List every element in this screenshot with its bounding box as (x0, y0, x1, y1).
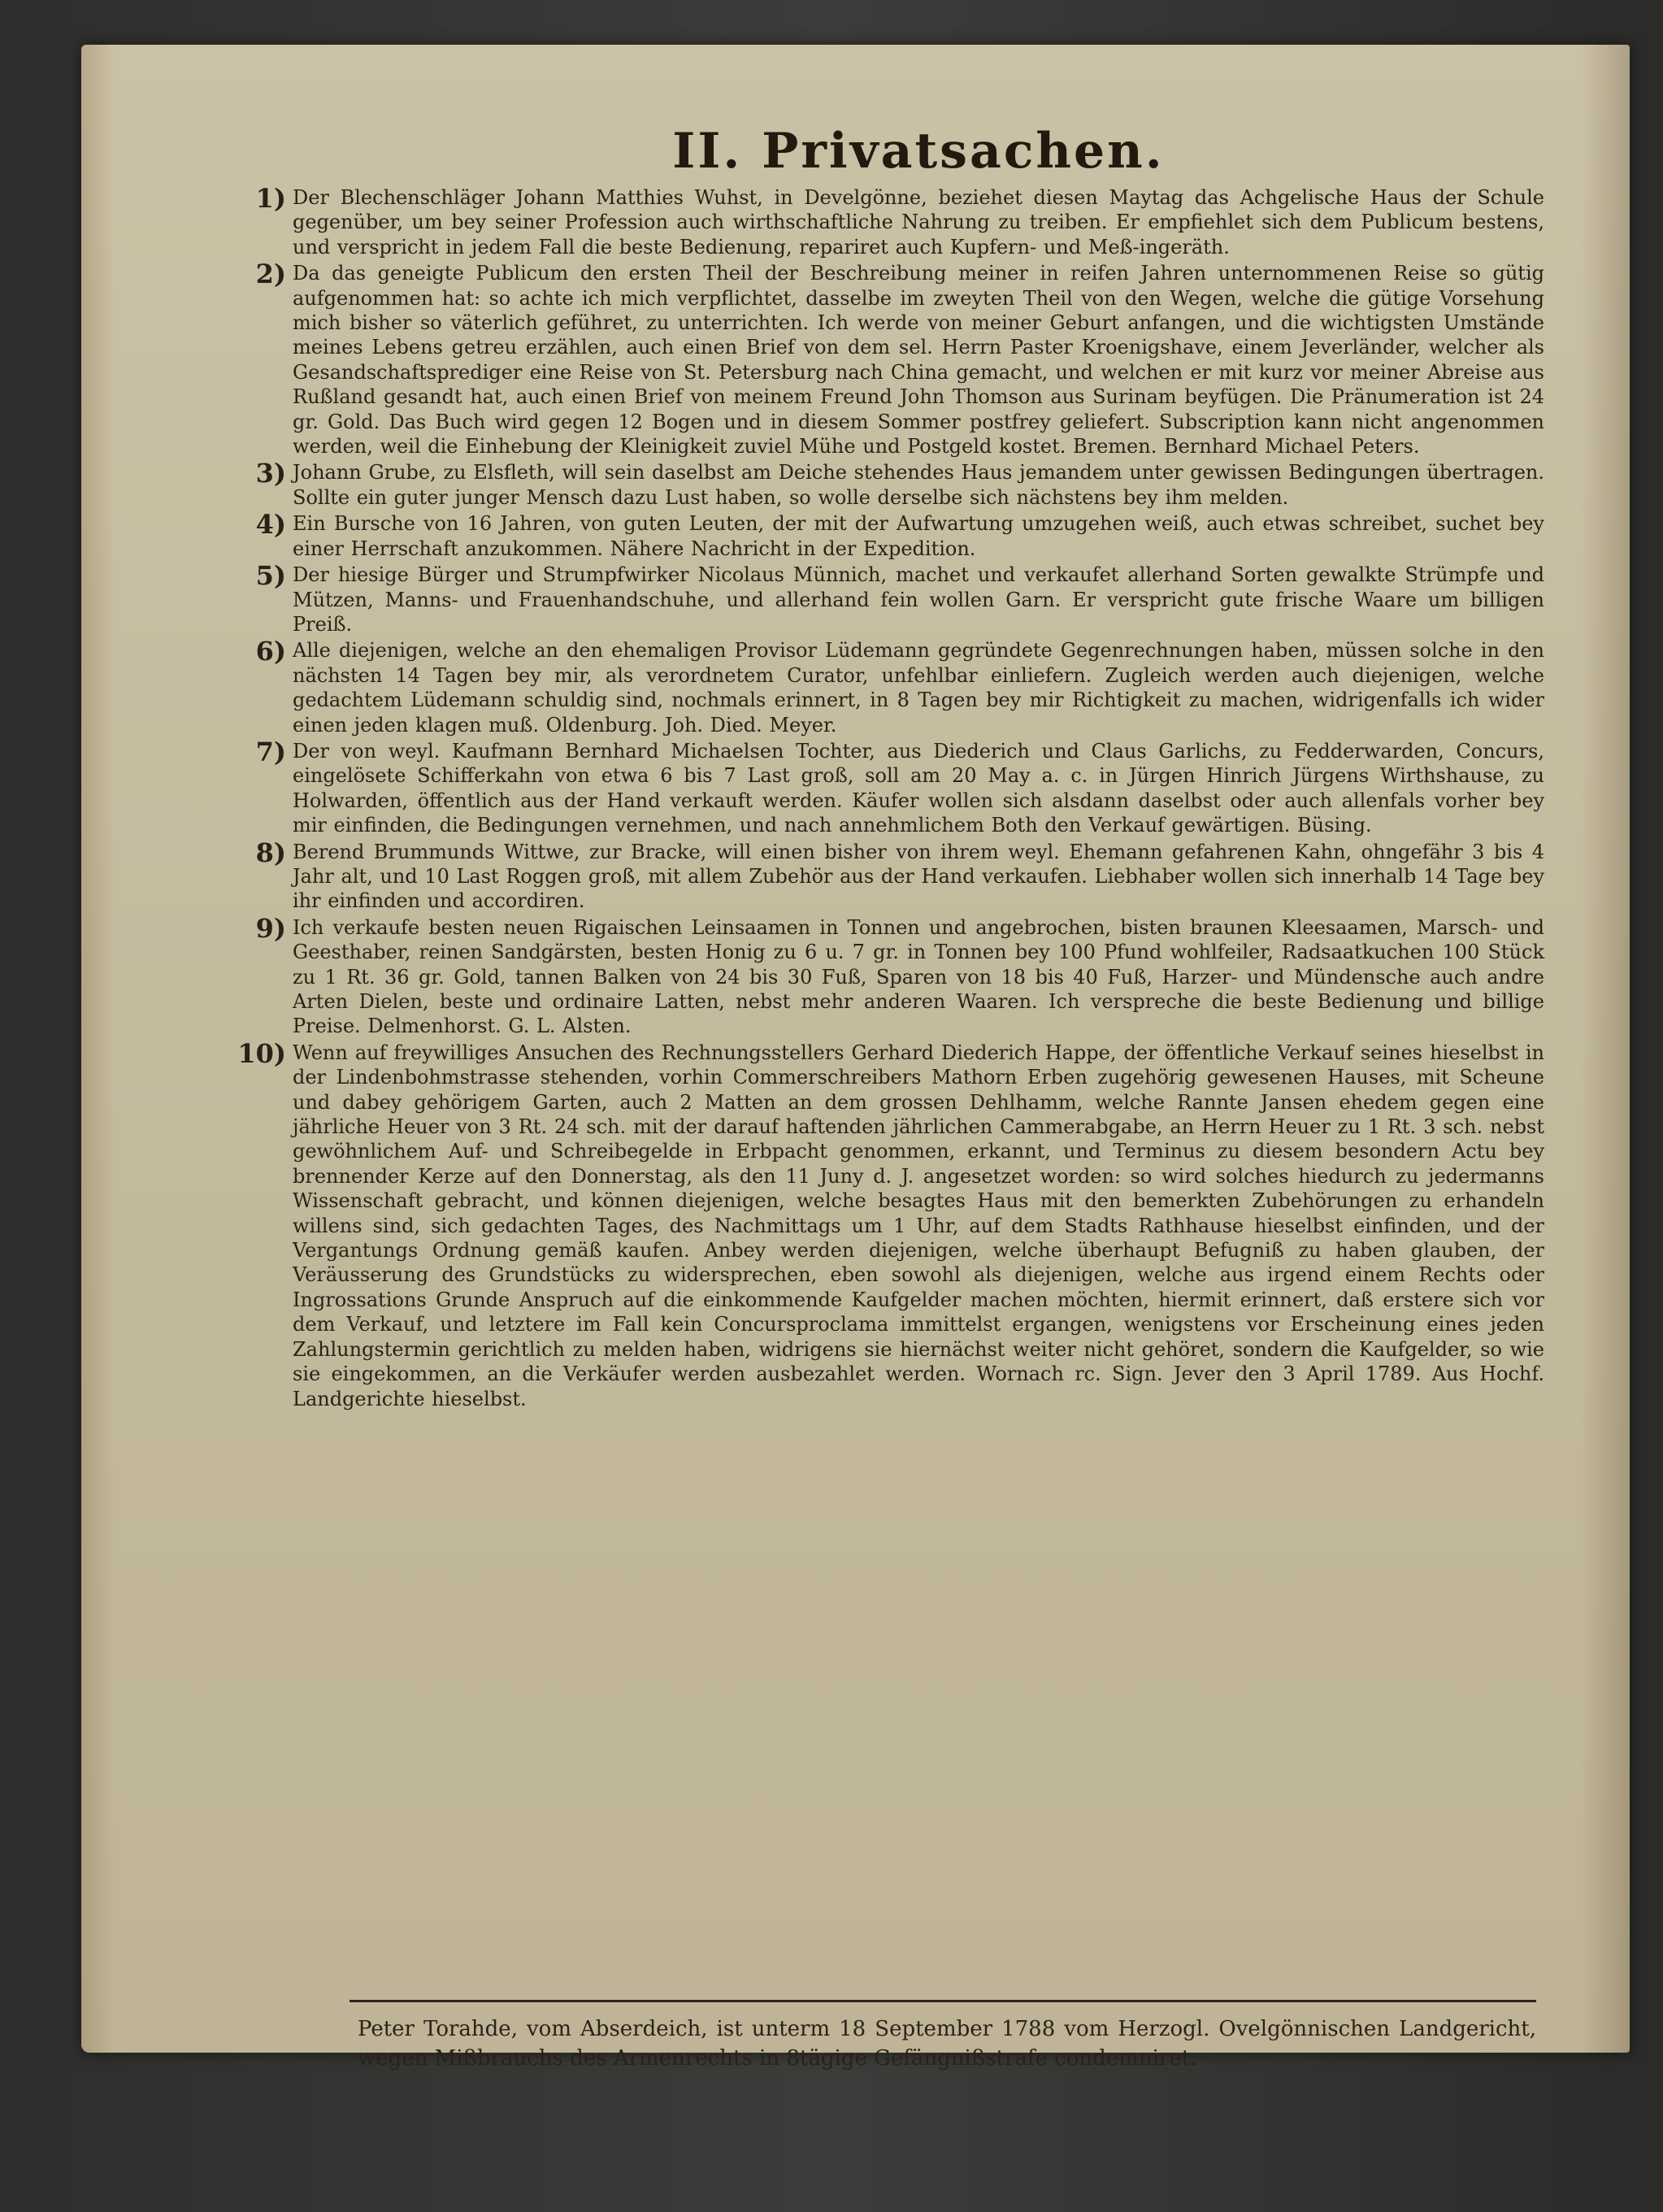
entry-number: 7) (255, 736, 286, 767)
notice-entry-8 (255, 837, 1544, 914)
section-divider-rule (350, 2000, 1536, 2002)
notice-entry-1 (255, 183, 1544, 259)
notice-entry-10 (237, 1037, 1544, 1411)
main-text-column (237, 122, 1544, 1413)
notice-entry-4 (255, 509, 1544, 561)
entry-text: Ich verkaufe besten neuen Rigaischen Leinsaamen in Tonnen und angebrochen, bisten braunen Kleesaamen, Marsch- und Geesthaber, reinen Sandgärsten, besten Honig zu 6 u. 7 gr. in Tonnen bey 100 Pfund wohlfeiler, Radsaatkuchen 100 Stück zu 1 Rt. 36 gr. Gold, tannen Balken von 24 bis 30 Fuß, Sparen von 18 bis 40 Fuß, Harzer- und Mündensche auch andre Arten Dielen, beste und ordinaire Latten, nebst mehr anderen Waaren. Ich verspreche die beste Bedienung und billige Preise. Delmenhorst. G. L. Alsten. (293, 915, 1544, 1038)
section-heading: II. Privatsachen. (672, 123, 1165, 180)
notice-entry-7 (255, 736, 1544, 838)
entry-text: Ein Bursche von 16 Jahren, von guten Leuten, der mit der Aufwartung umzugehen weiß, auch etwas schreibet, suchet bey einer Herrschaft anzukommen. Nähere Nachricht in der Expedition. (293, 512, 1544, 560)
entry-number: 5) (255, 560, 286, 592)
entry-text: Berend Brummunds Wittwe, zur Bracke, will einen bisher von ihrem weyl. Ehemann gefahrenen Kahn, ohngefähr 3 bis 4 Jahr alt, und 10 Last Roggen groß, mit allem Zubehör aus der Hand verkaufen. Liebhaber wollen sich innerhalb 14 Tage bey ihr einfinden und accordiren. (293, 840, 1544, 913)
notice-entry-9 (255, 912, 1544, 1039)
notice-entry-3 (255, 458, 1544, 510)
entry-number: 2) (255, 259, 286, 290)
entry-text: Der Blechenschläger Johann Matthies Wuhst, in Develgönne, beziehet diesen Maytag das Achgelische Haus der Schule gegenüber, um bey seiner Profession auch wirthschaftliche Nahrung zu treiben. Er empfiehlet sich dem Publicum bestens, und verspricht in jedem Fall die beste Bedienung, repariret auch Kupfern- und Meß-ingeräth. (293, 186, 1544, 259)
page-edge-shadow (1581, 45, 1630, 2053)
page-binding-shadow (81, 45, 114, 2053)
entry-text: Der hiesige Bürger und Strumpfwirker Nicolaus Münnich, machet und verkaufet allerhand Sorten gewalkte Strümpfe und Mützen, Manns- und Frauenhandschuhe, und allerhand fein wollen Garn. Er verspricht gute frische Waare um billigen Preiß. (293, 563, 1544, 636)
notice-entry-2 (255, 259, 1544, 458)
notice-entry-5 (255, 560, 1544, 637)
entry-number: 4) (255, 509, 286, 541)
entry-number: 1) (255, 183, 286, 214)
entry-number: 6) (255, 636, 286, 667)
entry-text: Da das geneigte Publicum den ersten Theil der Beschreibung meiner in reifen Jahren unternommenen Reise so gütig aufgenommen hat: so achte ich mich verpflichtet, dasselbe im zweyten Theil von den Wegen, welche die gütige Vorsehung mich bisher so väterlich geführet, zu unterrichten. Ich werde von meiner Geburt anfangen, und die wichtigsten Umstände meines Lebens getreu erzählen, auch einen Brief von dem sel. Herrn Paster Kroenigshave, einem Jeverländer, welcher als Gesandschaftsprediger eine Reise von St. Petersburg nach China gemacht, und welchen er mit kurz vor meiner Abreise aus Rußland gesandt hat, auch einen Brief von meinem Freund John Thomson aus Surinam beyfügen. Die Pränumeration ist 24 gr. Gold. Das Buch wird gegen 12 Bogen und in diesem Sommer postfrey geliefert. Subscription kann nicht angenommen werden, weil die Einhebung der Kleinigkeit zuviel Mühe und Postgeld kostet. Bremen. Bernhard Michael Peters. (293, 262, 1544, 458)
entry-text: Johann Grube, zu Elsfleth, will sein daselbst am Deiche stehendes Haus jemandem unter gewissen Bedingungen übertragen. Sollte ein guter junger Mensch dazu Lust haben, so wolle derselbe sich nächstens bey ihm melden. (293, 461, 1544, 509)
entry-text: Wenn auf freywilliges Ansuchen des Rechnungsstellers Gerhard Diederich Happe, der öffentliche Verkauf seines hieselbst in der Lindenbohmstrasse stehenden, vorhin Commerschreibers Mathorn Erben zugehörig gewesenen Hauses, mit Scheune und dabey gehörigem Garten, auch 2 Matten an dem grossen Dehlhamm, welche Rannte Jansen ehedem gegen eine jährliche Heuer von 3 Rt. 24 sch. mit der darauf haftenden jährlichen Cammerabgabe, an Herrn Heuer zu 1 Rt. 3 sch. nebst gewöhnlichem Auf- und Schreibegelde in Erbpacht genommen, erkannt, und Terminus zu diesem besondern Actu bey brennender Kerze auf den Donnerstag, als den 11 Juny d. J. angesetzet worden: so wird solches hiedurch zu jedermanns Wissenschaft gebracht, und können diejenigen, welche besagtes Haus mit den bemerkten Zubehörungen zu erhandeln willens sind, sich gedachten Tages, des Nachmittags um 1 Uhr, auf dem Stadts Rathhause hieselbst einfinden, und der Vergantungs Ordnung gemäß kaufen. Anbey werden diejenigen, welche überhaupt Befugniß zu haben glauben, der Veräusserung des Grundstücks zu widersprechen, eben sowohl als diejenigen, welche aus irgend einem Rechts oder Ingrossations Grunde Anspruch auf die einkommende Kaufgelder machen möchten, hiermit erinnert, daß erstere sich vor dem Verkauf, und letztere im Fall kein Concursproclama immittelst ergangen, wenigstens vor Erscheinung eines jeden Zahlungstermin gerichtlich zu melden haben, widrigens sie hiernächst weiter nicht gehöret, sondern die Kaufgelder, so wie sie eingekommen, an die Verkäufer werden ausbezahlet werden. Wornach rc. Sign. Jever den 3 April 1789. Aus Hochf. Landgerichte hieselbst. (293, 1041, 1544, 1410)
entry-number: 10) (237, 1037, 286, 1069)
entry-number: 8) (255, 837, 286, 868)
entry-text: Der von weyl. Kaufmann Bernhard Michaelsen Tochter, aus Diederich und Claus Garlichs, zu Fedderwarden, Concurs, eingelösete Schifferkahn von etwa 6 bis 7 Last groß, soll am 20 May a. c. in Jürgen Hinrich Jürgens Wirthshause, zu Holwarden, öffentlich aus der Hand verkauft werden. Käufer wollen sich alsdann daselbst oder auch allenfals vorher bey mir einfinden, die Bedingungen vernehmen, und nach annehmlichem Both den Verkauf gewärtigen. Büsing. (293, 739, 1544, 837)
entry-number: 3) (255, 458, 286, 489)
footer-notice: Peter Torahde, vom Abserdeich, ist unterm 18 September 1788 vom Herzogl. Ovelgönnischen Landgericht, wegen Mißbrauchs des Armenrechts in 8tägige Gefängnißstrafe condemniret. (358, 2017, 1536, 2071)
entry-text: Alle diejenigen, welche an den ehemaligen Provisor Lüdemann gegründete Gegenrechnungen haben, müssen solche in den nächsten 14 Tagen bey mir, als verordnetem Curator, unfehlbar einliefern. Zugleich werden auch diejenigen, welche gedachtem Lüdemann schuldig sind, nochmals erinnert, in 8 Tagen bey mir Richtigkeit zu machen, widrigenfalls ich wider einen jeden klagen muß. Oldenburg. Joh. Died. Meyer. (293, 639, 1544, 737)
entry-number: 9) (255, 912, 286, 944)
notice-entry-6 (255, 636, 1544, 737)
